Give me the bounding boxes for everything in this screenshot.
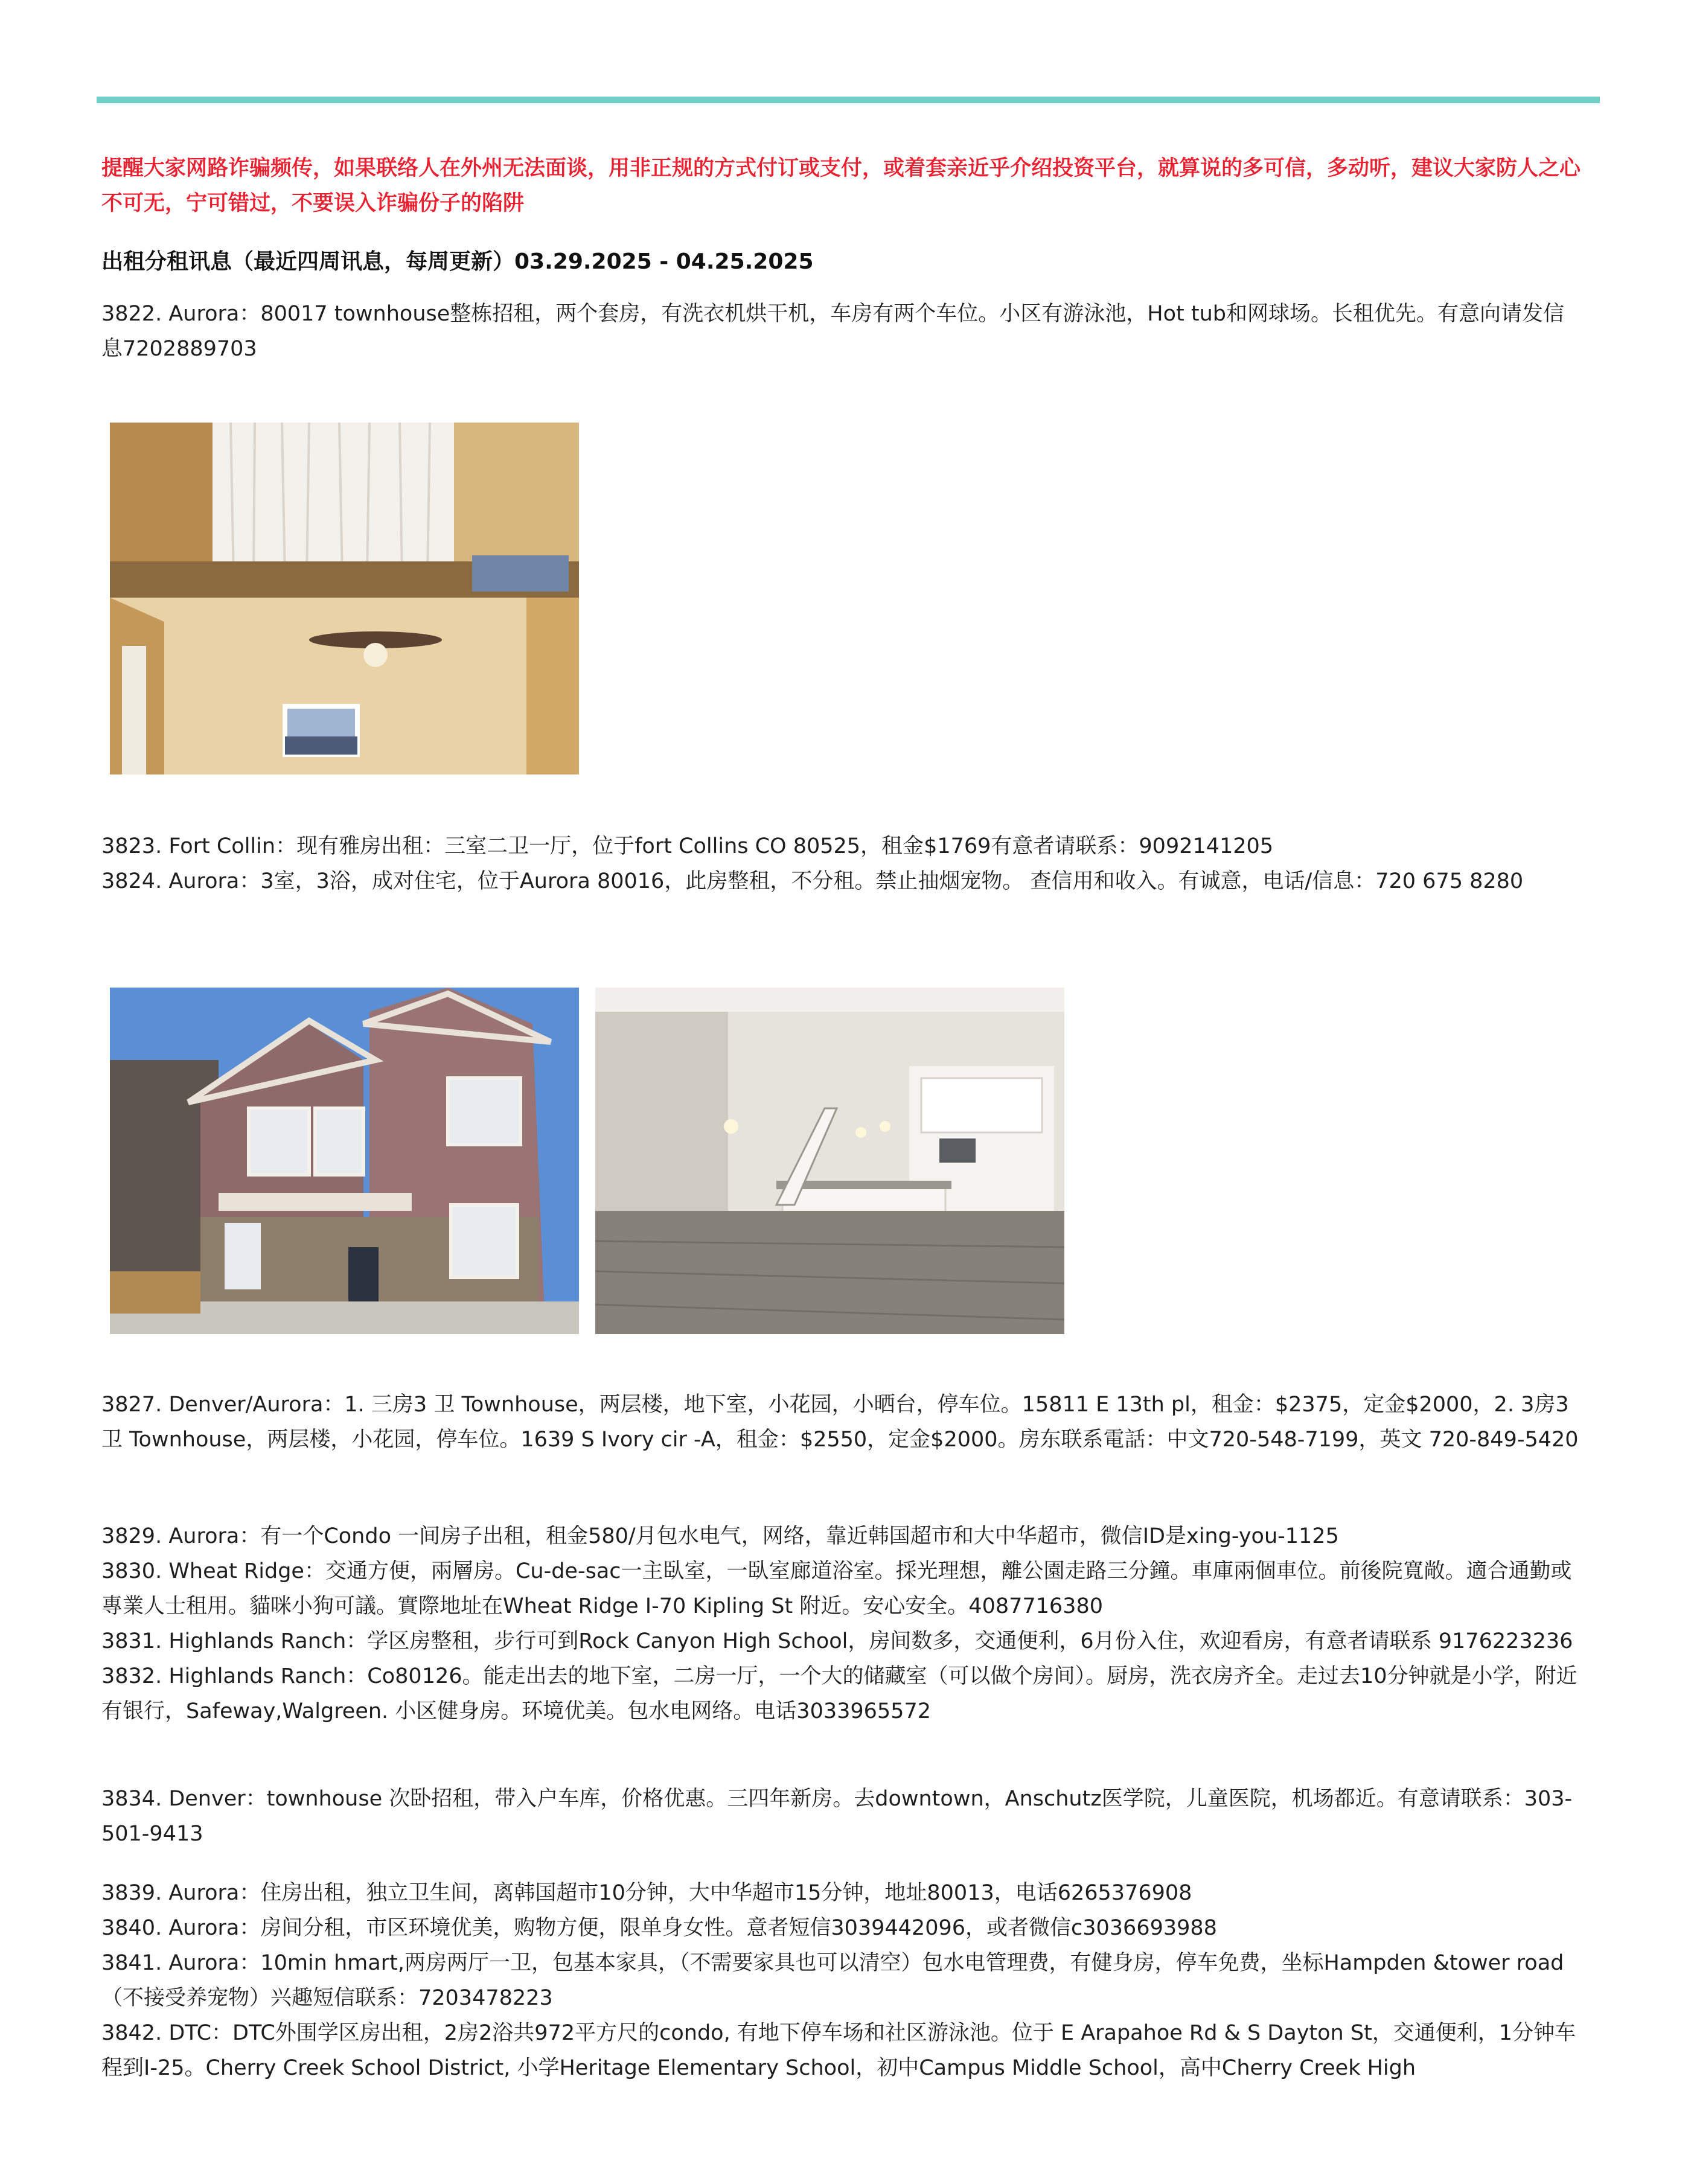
listing-3824: 3824. Aurora：3室，3浴，成对住宅，位于Aurora 80016，此房整租，不分租。禁止抽烟宠物。 查信用和收入。有诚意，电话/信息：720 675 8280 xyxy=(101,869,1524,893)
listing-block xyxy=(101,296,1581,366)
listing-3822: 3822. Aurora：80017 townhouse整栋招租，两个套房，有洗衣机烘干机，车房有两个车位。小区有游泳池，Hot tub和网球场。长租优先。有意向请发信息7202889703 xyxy=(101,302,1564,361)
listing-3831: 3831. Highlands Ranch：学区房整租，步行可到Rock Canyon High School，房间数多，交通便利，6月份入住，欢迎看房，有意者请联系 9176223236 xyxy=(101,1629,1573,1653)
listing-3824-interior-photo xyxy=(595,988,1064,1334)
listing-block xyxy=(101,1781,1581,1851)
fraud-warning: 提醒大家网路诈骗频传，如果联络人在外州无法面谈，用非正规的方式付订或支付，或着套亲近乎介绍投资平台，就算说的多可信，多动听，建议大家防人之心不可无，宁可错过，不要误入诈骗份子的陷阱 xyxy=(101,156,1581,216)
listing-3827: 3827. Denver/Aurora：1. 三房3 卫 Townhouse，两层楼，地下室，小花园，小晒台，停车位。15811 E 13th pl，租金：$2375，定金$2000，2. 3房3 卫 Townhouse，两层楼，小花园，停车位。1639 S Ivory cir -A，租金：$2550，定金$2000。房东联系電話：中文720-548-7199，英文 720-849-5420 xyxy=(101,1393,1579,1452)
listing-3824-exterior-photo xyxy=(110,988,579,1334)
listing-3842: 3842. DTC：DTC外围学区房出租，2房2浴共972平方尺的condo, 有地下停车场和社区游泳池。位于 E Arapahoe Rd & S Dayton St，交通便利，1分钟车程到I-25。Cherry Creek School District, 小学Heritage Elementary School，初中Campus Middle School，高中Cherry Creek High xyxy=(101,2021,1576,2080)
listing-3834: 3834. Denver：townhouse 次卧招租，带入户车库，价格优惠。三四年新房。去downtown，Anschutz医学院，儿童医院，机场都近。有意请联系：303-501-9413 xyxy=(101,1787,1573,1846)
listing-3839: 3839. Aurora：住房出租，独立卫生间，离韩国超市10分钟，大中华超市15分钟，地址80013，电话6265376908 xyxy=(101,1881,1192,1905)
listing-3841: 3841. Aurora：10min hmart,两房两厅一卫，包基本家具，（不需要家具也可以清空）包水电管理费，有健身房，停车免费，坐标Hampden &tower road （不接受养宠物）兴趣短信联系：7203478223 xyxy=(101,1951,1564,2010)
listing-3829: 3829. Aurora：有一个Condo 一间房子出租，租金580/月包水电气，网络，靠近韩国超市和大中华超市，微信ID是xing-you-1125 xyxy=(101,1524,1339,1548)
listing-3832: 3832. Highlands Ranch：Co80126。能走出去的地下室，二房一厅，一个大的储藏室（可以做个房间）。厨房，洗衣房齐全。走过去10分钟就是小学，附近有银行，Safeway,Walgreen. 小区健身房。环境优美。包水电网络。电话3033965572 xyxy=(101,1664,1578,1723)
listing-block xyxy=(101,1876,1581,2086)
listing-block xyxy=(101,1387,1581,1457)
listing-block xyxy=(101,1519,1581,1729)
listing-3823: 3823. Fort Collin：现有雅房出租：三室二卫一厅，位于fort Collins CO 80525，租金$1769有意者请联系：9092141205 xyxy=(101,834,1274,858)
listing-3830: 3830. Wheat Ridge：交通方便，兩層房。Cu-de-sac一主臥室，一臥室廊道浴室。採光理想，離公園走路三分鐘。車庫兩個車位。前後院寬敞。適合通勤或專業人士租用。貓咪小狗可議。實際地址在Wheat Ridge I-70 Kipling St 附近。安心安全。4087716380 xyxy=(101,1559,1572,1618)
section-heading: 出租分租讯息（最近四周讯息，每周更新）03.29.2025 - 04.25.2025 xyxy=(101,249,814,274)
listing-block xyxy=(101,829,1581,899)
listing-3822-photo xyxy=(110,423,579,774)
top-divider xyxy=(97,97,1600,103)
listing-3840: 3840. Aurora：房间分租，市区环境优美，购物方便，限单身女性。意者短信3039442096，或者微信c3036693988 xyxy=(101,1916,1217,1940)
